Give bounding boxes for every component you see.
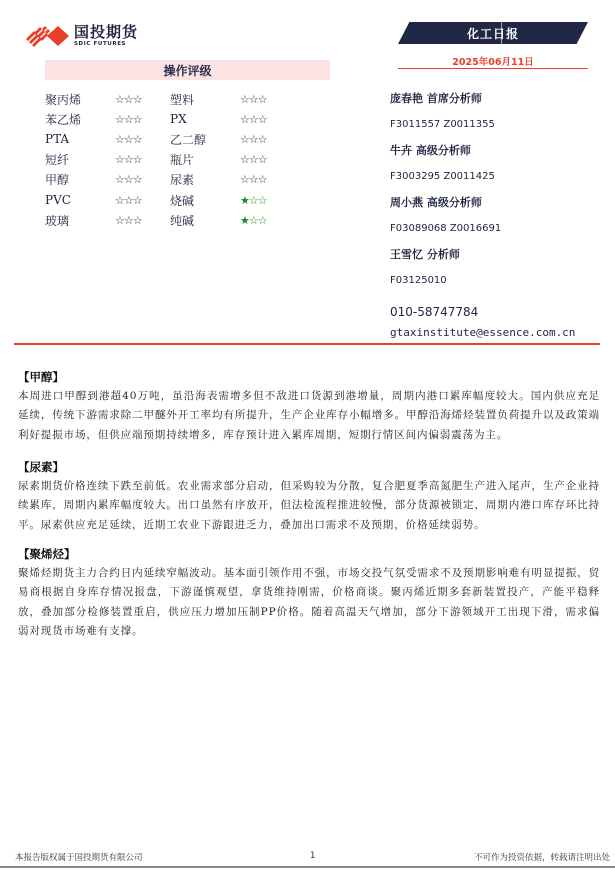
star-rating: ☆☆☆ bbox=[115, 112, 142, 126]
star-rating bbox=[240, 173, 295, 186]
section-body: 本周进口甲醇到港超40万吨，虽沿海表需增多但不敌进口货源到港增量，周期内港口累库幅度较大。国内供应充足延续，传统下游需求除二甲醚外开工率均有所提升，生产企业库存小幅增多。甲醇沿海烯烃装置负荷提升以及政策端利好提振市场，但供应端预期持续增多，库存预计进入累库周期，短期行情区间内偏弱震荡为主。 bbox=[18, 390, 600, 441]
star-empty-icon: ☆☆☆ bbox=[240, 132, 267, 146]
product-name: PVC bbox=[45, 193, 71, 208]
rating-row bbox=[45, 89, 295, 109]
logo-chinese-name: 国投期货 bbox=[74, 22, 139, 41]
product-name: PTA bbox=[45, 132, 70, 147]
star-rating: ☆☆☆ bbox=[115, 213, 142, 227]
sdic-logo-icon bbox=[26, 25, 70, 47]
analyst-name: 牛卉 高级分析师 bbox=[390, 144, 471, 157]
star-empty-icon: ☆☆ bbox=[248, 193, 267, 207]
star-empty-icon: ☆☆☆ bbox=[240, 112, 267, 126]
analyst-list bbox=[390, 90, 610, 298]
header-divider bbox=[14, 343, 600, 345]
analyst-license: F03125010 bbox=[390, 275, 447, 286]
rating-row bbox=[45, 129, 295, 149]
star-rating: ☆☆☆ bbox=[115, 132, 142, 146]
copyright-notice: 本报告版权属于国投期货有限公司 bbox=[15, 853, 143, 863]
product-name: 聚丙烯 bbox=[45, 92, 82, 107]
section-title: 【聚烯烃】 bbox=[18, 547, 76, 561]
star-rating bbox=[240, 93, 295, 106]
rating-row bbox=[45, 150, 295, 170]
product-name: 乙二醇 bbox=[170, 132, 207, 147]
report-type-banner bbox=[398, 22, 588, 44]
section-title: 【甲醇】 bbox=[18, 370, 64, 384]
footer-divider bbox=[0, 866, 615, 868]
section-title: 【尿素】 bbox=[18, 460, 64, 474]
section-methanol bbox=[18, 368, 600, 445]
star-filled-icon: ★ bbox=[240, 193, 249, 207]
star-filled-icon: ★ bbox=[240, 213, 249, 227]
disclaimer-notice: 不可作为投资依据，转载请注明出处 bbox=[473, 853, 610, 863]
logo-english-name: SDIC FUTURES bbox=[74, 40, 127, 47]
star-rating bbox=[240, 194, 295, 207]
rating-row bbox=[45, 210, 295, 230]
star-rating bbox=[240, 153, 295, 166]
company-logo bbox=[26, 24, 138, 48]
star-empty-icon: ☆☆☆ bbox=[240, 92, 267, 106]
report-type-right: 日报 bbox=[493, 26, 520, 41]
report-date: 2025年06月11日 bbox=[452, 57, 534, 68]
star-rating bbox=[240, 214, 295, 227]
analyst-name: 王雪忆 分析师 bbox=[390, 248, 460, 261]
product-name: 瓶片 bbox=[170, 153, 195, 168]
rating-row bbox=[45, 190, 295, 210]
product-name: 烧碱 bbox=[170, 193, 195, 208]
analyst-license: F03089068 Z0016691 bbox=[390, 223, 502, 234]
product-name: 尿素 bbox=[170, 173, 195, 188]
star-rating: ☆☆☆ bbox=[115, 173, 142, 187]
analyst-license: F3011557 Z0011355 bbox=[390, 119, 495, 130]
product-name: 苯乙烯 bbox=[45, 112, 82, 127]
contact-phone: 010-58747784 bbox=[390, 305, 479, 319]
section-body: 聚烯烃期货主力合约日内延续窄幅波动。基本面引领作用不强，市场交投气氛受需求不及预期影响难有明显提振，贸易商根据自身库存情况报盘，下游谨慎观望，拿货维持刚需，价格商谈。聚丙烯近期多套新装置投产，产能平稳释放，叠加部分检修装置重启，供应压力增加压制PP价格。随着高温天气增加，部分下游领域开工出现下滑，需求偏弱对现货市场难有支撑。 bbox=[18, 567, 600, 637]
rating-title: 操作评级 bbox=[45, 60, 330, 80]
product-name: PX bbox=[170, 112, 187, 127]
star-empty-icon: ☆☆☆ bbox=[240, 153, 267, 167]
product-name: 玻璃 bbox=[45, 213, 70, 228]
rating-row bbox=[45, 109, 295, 129]
star-rating: ☆☆☆ bbox=[115, 193, 142, 207]
analyst-name: 周小燕 高级分析师 bbox=[390, 196, 482, 209]
section-urea bbox=[18, 458, 600, 535]
analyst-name: 庞春艳 首席分析师 bbox=[390, 92, 482, 105]
star-rating: ☆☆☆ bbox=[115, 153, 142, 167]
star-rating bbox=[240, 133, 295, 146]
rating-table bbox=[45, 89, 295, 230]
star-rating bbox=[240, 113, 295, 126]
product-name: 纯碱 bbox=[170, 213, 195, 228]
section-body: 尿素期货价格连续下跌至前低。农业需求部分启动，但采购较为分散，复合肥夏季高氮肥生产进入尾声，生产企业持续累库，周期内累库幅度较大。出口虽然有序放开，但法检流程推进较慢，部分货源被锁定，周期内港口库存环比持平。尿素供应充足延续，近期工农业下游跟进乏力，叠加出口需求不及预期，价格延续弱势。 bbox=[18, 480, 600, 531]
analyst-license: F3003295 Z0011425 bbox=[390, 171, 495, 182]
star-empty-icon: ☆☆ bbox=[248, 213, 267, 227]
page-number: 1 bbox=[310, 851, 316, 861]
product-name: 短纤 bbox=[45, 153, 70, 168]
contact-email[interactable]: gtaxinstitute@essence.com.cn bbox=[390, 326, 576, 339]
rating-row bbox=[45, 170, 295, 190]
star-empty-icon: ☆☆☆ bbox=[240, 173, 267, 187]
date-underline bbox=[398, 68, 588, 69]
report-type-title bbox=[398, 22, 588, 44]
star-rating: ☆☆☆ bbox=[115, 92, 142, 106]
product-name: 塑料 bbox=[170, 92, 195, 107]
section-polyolefin bbox=[18, 545, 600, 641]
report-type-left: 化工 bbox=[466, 26, 493, 41]
product-name: 甲醇 bbox=[45, 173, 70, 188]
